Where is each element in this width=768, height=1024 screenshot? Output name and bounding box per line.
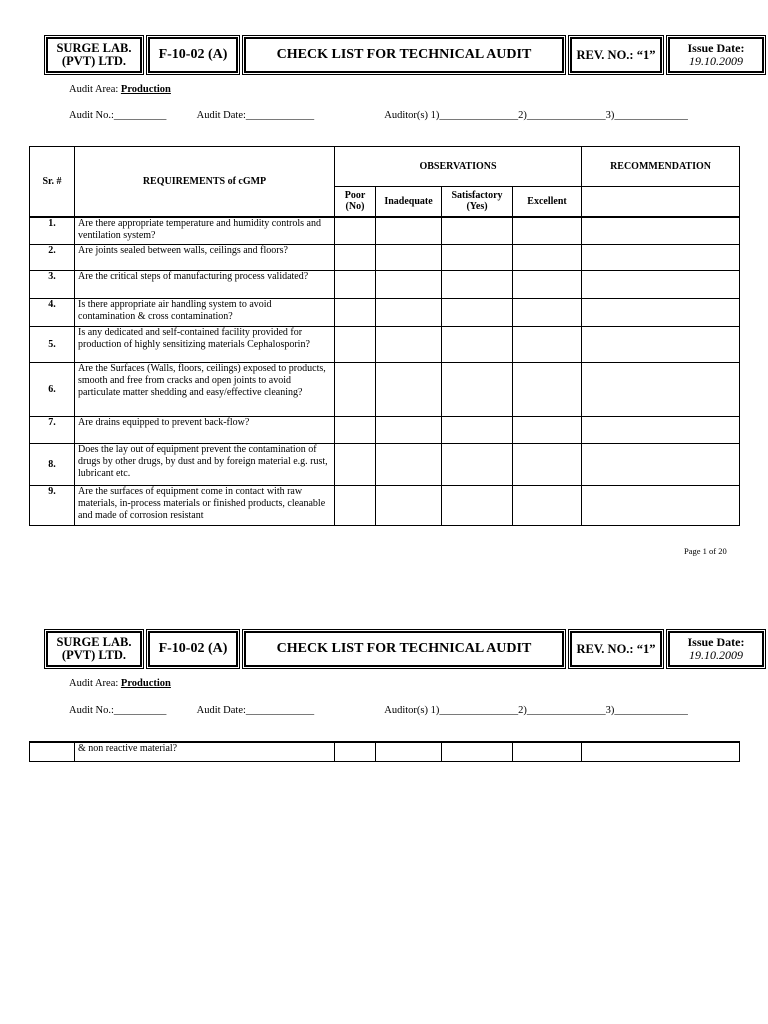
obs-excellent-cell[interactable] (513, 363, 582, 417)
obs-inadequate-cell[interactable] (376, 363, 442, 417)
form-header (44, 37, 745, 77)
form-header (44, 631, 745, 671)
table-row (30, 245, 740, 271)
form-number-box (148, 37, 238, 73)
obs-satisfactory-cell[interactable] (442, 271, 513, 299)
recommendation-cell[interactable] (582, 245, 740, 271)
company-line-1: SURGE LAB. (56, 635, 132, 649)
table-row (30, 363, 740, 417)
obs-poor-cell[interactable] (335, 217, 376, 245)
obs-poor-cell[interactable] (335, 271, 376, 299)
audit-area (69, 84, 171, 95)
audit-date-field[interactable]: Audit Date:_____________ (196, 705, 315, 716)
auditors-field[interactable]: Auditor(s) 1)_______________2)_______________3)______________ (384, 705, 688, 716)
audit-details-line (69, 110, 688, 121)
sr-cell: 6. (30, 363, 75, 417)
form-title: CHECK LIST FOR TECHNICAL AUDIT (276, 47, 532, 62)
revision-box (570, 37, 662, 73)
obs-inadequate-cell[interactable] (376, 444, 442, 486)
recommendation-cell[interactable] (582, 486, 740, 526)
issue-date-value: 19.10.2009 (689, 648, 743, 662)
obs-inadequate-cell[interactable] (376, 271, 442, 299)
company-name-box (46, 631, 142, 667)
obs-poor-cell[interactable] (335, 417, 376, 444)
requirement-cell: Are the Surfaces (Walls, floors, ceilings) exposed to products, smooth and free from cracks and open joints to avoid particulate matter shedding and easy/effective cleaning? (75, 363, 335, 417)
table-row (30, 217, 740, 245)
obs-poor-cell[interactable] (335, 245, 376, 271)
col-header-recommendation: RECOMMENDATION (582, 147, 740, 187)
company-line-1: SURGE LAB. (56, 41, 132, 55)
revision-number: REV. NO.: “1” (576, 47, 656, 62)
sub-header-satisfactory: Satisfactory (Yes) (442, 187, 513, 217)
sub-header-inadequate: Inadequate (376, 187, 442, 217)
recommendation-cell[interactable] (582, 742, 740, 761)
recommendation-cell[interactable] (582, 417, 740, 444)
obs-satisfactory-cell[interactable] (442, 417, 513, 444)
sr-cell: 5. (30, 327, 75, 363)
sr-cell: 2. (30, 245, 75, 271)
continuation-table (29, 741, 740, 762)
obs-inadequate-cell[interactable] (376, 327, 442, 363)
table-row (30, 271, 740, 299)
form-title-box (244, 631, 564, 667)
obs-poor-cell[interactable] (335, 444, 376, 486)
audit-area-value: Production (120, 678, 171, 689)
obs-excellent-cell[interactable] (513, 217, 582, 245)
revision-box (570, 631, 662, 667)
sub-header-excellent: Excellent (513, 187, 582, 217)
obs-satisfactory-cell[interactable] (442, 363, 513, 417)
table-row (30, 444, 740, 486)
checklist-table (29, 146, 740, 526)
obs-excellent-cell[interactable] (513, 299, 582, 327)
requirement-cell: & non reactive material? (75, 742, 335, 761)
obs-inadequate-cell[interactable] (376, 417, 442, 444)
obs-satisfactory-cell[interactable] (442, 299, 513, 327)
obs-poor-cell[interactable] (335, 327, 376, 363)
issue-date-label: Issue Date: (687, 635, 745, 649)
audit-area-label: Audit Area: (69, 678, 119, 689)
obs-satisfactory-cell[interactable] (442, 742, 513, 761)
col-header-requirements: REQUIREMENTS of cGMP (75, 147, 335, 217)
obs-excellent-cell[interactable] (513, 444, 582, 486)
requirement-cell: Is any dedicated and self-contained facility provided for production of highly sensitizing materials Cephalosporin? (75, 327, 335, 363)
recommendation-subheader-blank (582, 187, 740, 217)
audit-details-line (69, 705, 688, 716)
requirement-cell: Is there appropriate air handling system to avoid contamination & cross contamination? (75, 299, 335, 327)
recommendation-cell[interactable] (582, 271, 740, 299)
requirement-cell: Are there appropriate temperature and humidity controls and ventilation system? (75, 217, 335, 245)
recommendation-cell[interactable] (582, 363, 740, 417)
table-row (30, 299, 740, 327)
company-name-box (46, 37, 142, 73)
obs-satisfactory-cell[interactable] (442, 486, 513, 526)
audit-date-field[interactable]: Audit Date:_____________ (196, 110, 315, 121)
obs-excellent-cell[interactable] (513, 245, 582, 271)
company-line-2: (PVT) LTD. (61, 648, 127, 662)
audit-area-label: Audit Area: (69, 84, 119, 95)
obs-excellent-cell[interactable] (513, 417, 582, 444)
obs-excellent-cell[interactable] (513, 327, 582, 363)
obs-satisfactory-cell[interactable] (442, 245, 513, 271)
col-header-sr: Sr. # (30, 147, 75, 217)
obs-poor-cell[interactable] (335, 486, 376, 526)
audit-no-field[interactable]: Audit No.:__________ (69, 705, 167, 716)
obs-excellent-cell[interactable] (513, 486, 582, 526)
obs-satisfactory-cell[interactable] (442, 444, 513, 486)
form-number: F-10-02 (A) (158, 47, 228, 62)
obs-inadequate-cell[interactable] (376, 245, 442, 271)
requirement-cell: Are the critical steps of manufacturing process validated? (75, 271, 335, 299)
sr-cell: 7. (30, 417, 75, 444)
sr-cell: 3. (30, 271, 75, 299)
sr-cell: 1. (30, 217, 75, 245)
auditors-field[interactable]: Auditor(s) 1)_______________2)_______________3)______________ (384, 110, 688, 121)
audit-area-value: Production (120, 84, 171, 95)
obs-poor-cell[interactable] (335, 299, 376, 327)
obs-inadequate-cell[interactable] (376, 486, 442, 526)
table-row (30, 742, 740, 761)
sr-cell: 8. (30, 444, 75, 486)
issue-date-box (668, 631, 764, 667)
table-row (30, 486, 740, 526)
recommendation-cell[interactable] (582, 217, 740, 245)
form-number: F-10-02 (A) (158, 641, 228, 656)
obs-poor-cell[interactable] (335, 363, 376, 417)
audit-no-field[interactable]: Audit No.:__________ (69, 110, 167, 121)
sr-cell: 9. (30, 486, 75, 526)
company-line-2: (PVT) LTD. (61, 54, 127, 68)
requirement-cell: Are drains equipped to prevent back-flow? (75, 417, 335, 444)
requirement-cell: Are joints sealed between walls, ceilings and floors? (75, 245, 335, 271)
table-row (30, 327, 740, 363)
form-title-box (244, 37, 564, 73)
obs-inadequate-cell[interactable] (376, 217, 442, 245)
issue-date-label: Issue Date: (687, 41, 745, 55)
sr-cell (30, 742, 75, 761)
issue-date-box (668, 37, 764, 73)
audit-area (69, 678, 171, 689)
obs-excellent-cell[interactable] (513, 742, 582, 761)
form-number-box (148, 631, 238, 667)
issue-date-value: 19.10.2009 (689, 54, 743, 68)
page-number: Page 1 of 20 (684, 546, 727, 556)
table-row (30, 417, 740, 444)
sub-header-poor: Poor (No) (335, 187, 376, 217)
obs-excellent-cell[interactable] (513, 271, 582, 299)
obs-inadequate-cell[interactable] (376, 299, 442, 327)
sr-cell: 4. (30, 299, 75, 327)
obs-satisfactory-cell[interactable] (442, 217, 513, 245)
requirement-cell: Does the lay out of equipment prevent the contamination of drugs by other drugs, by dust and by foreign material e.g. rust, lubricant etc. (75, 444, 335, 486)
obs-poor-cell[interactable] (335, 742, 376, 761)
recommendation-cell[interactable] (582, 327, 740, 363)
recommendation-cell[interactable] (582, 299, 740, 327)
obs-satisfactory-cell[interactable] (442, 327, 513, 363)
recommendation-cell[interactable] (582, 444, 740, 486)
col-header-observations: OBSERVATIONS (335, 147, 582, 187)
obs-inadequate-cell[interactable] (376, 742, 442, 761)
revision-number: REV. NO.: “1” (576, 641, 656, 656)
form-title: CHECK LIST FOR TECHNICAL AUDIT (276, 641, 532, 656)
requirement-cell: Are the surfaces of equipment come in contact with raw materials, in-process materials or finished products, cleanable and made of corrosion resistant (75, 486, 335, 526)
